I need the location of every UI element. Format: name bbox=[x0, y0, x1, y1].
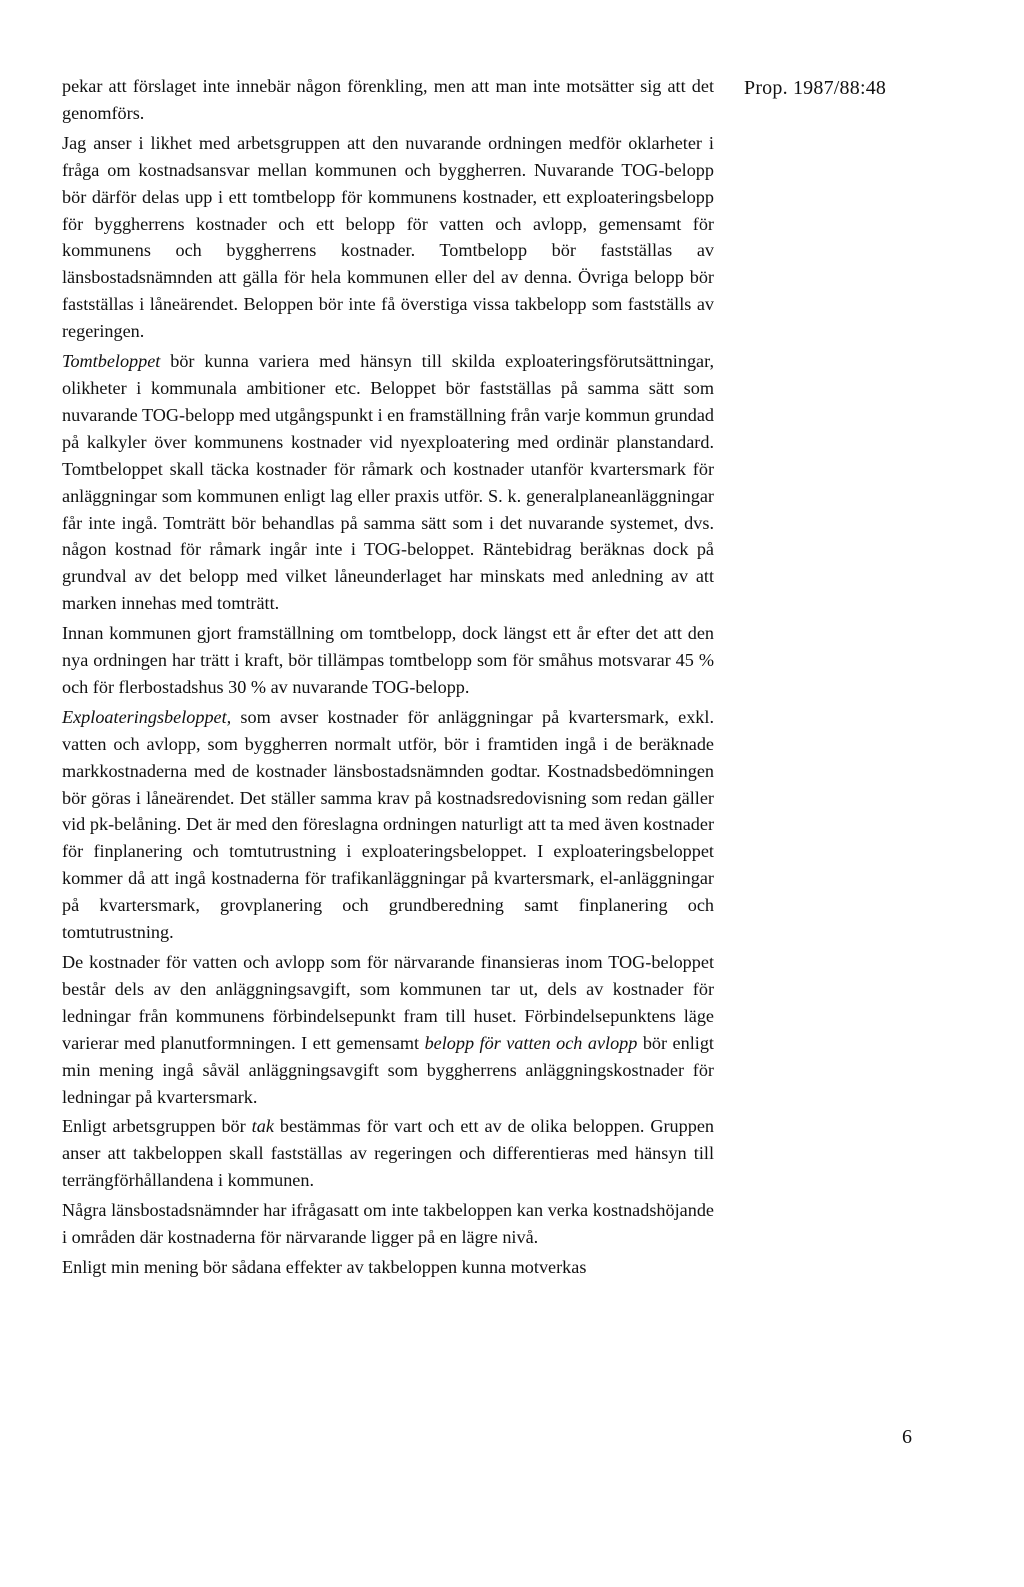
paragraph-vatten-avlopp bbox=[62, 949, 714, 1110]
paragraph-lead-term: Exploateringsbeloppet, bbox=[62, 706, 232, 727]
paragraph-text: pekar att förslaget inte innebär någon förenkling, men att man inte motsätter sig att det genomförs. bbox=[62, 76, 714, 123]
paragraph-text: bestämmas för vart och ett av de olika beloppen. Gruppen anser att takbeloppen skall fastställas av regeringen och differentieras med hänsyn till terrängförhållandena i kommunen. bbox=[62, 1116, 714, 1191]
paragraph-tak bbox=[62, 1113, 714, 1194]
paragraph-text: bör kunna variera med hänsyn till skilda exploateringsförutsättningar, olikheter i kommunala ambitioner etc. Beloppet bör fastställas på samma sätt som nuvarande TOG-belopp med utgångspunkt i en framställning från varje kommun grundad på kalkyler över kommunens kostnader vid nyexploatering med ordinär planstandard. Tomtbeloppet skall täcka kostnader för råmark och kostnader utanför kvartersmark för anläggningar som kommunen enligt lag eller praxis utför. S. k. generalplaneanläggningar får inte ingå. Tomträtt bör behandlas på samma sätt som i det nuvarande systemet, dvs. någon kostnad för råmark ingår inte i TOG-beloppet. Räntebidrag beräknas dock på grundval av det belopp med vilket låneunderlaget har minskats med anledning av att marken innehas med tomträtt. bbox=[62, 351, 714, 614]
paragraph-text: bör enligt min mening ingå såväl anläggningsavgift som byggherrens anläggningskostnader för ledningar på kvartersmark. bbox=[62, 1032, 714, 1107]
page-number: 6 bbox=[902, 1426, 912, 1448]
paragraph-lead-term: Tomtbeloppet bbox=[62, 351, 161, 372]
paragraph-text: som avser kostnader för anläggningar på kvartersmark, exkl. vatten och avlopp, som byggherren normalt utför, bör i framtiden ingå i de beräknade markkostnaderna med de kostnader länsbostadsnämnden godtar. Kostnadsbedömningen bör göras i låneärendet. Det ställer samma krav på kostnadsredovisning som redan gäller vid pk-belåning. Det är med den föreslagna ordningen naturligt att ta med även kostnader för finplanering och tomtutrustning i exploateringsbeloppet. I exploateringsbeloppet kommer då att ingå kostnaderna för trafikanläggningar på kvartersmark, el-anläggningar på kvartersmark, grovplanering och grundberedning samt finplanering och tomtutrustning. bbox=[62, 706, 714, 943]
paragraph-text: Några länsbostadsnämnder har ifrågasatt om inte takbeloppen kan verka kostnadshöjande i områden där kostnaderna för närvarande ligger på en lägre nivå. bbox=[62, 1200, 714, 1248]
paragraph-exploateringsbeloppet bbox=[62, 704, 714, 946]
paragraph-tomtbeloppet bbox=[62, 348, 714, 617]
paragraph-text: Jag anser i likhet med arbetsgruppen att den nuvarande ordningen medför oklarheter i fråga om kostnadsansvar mellan kommunen och byggherren. Nuvarande TOG-belopp bör därför delas upp i ett tomtbelopp för kommunens kostnader, ett exploateringsbelopp för byggherrens kostnader och ett belopp för vatten och avlopp, gemensamt för kommunens och byggherrens kostnader. Tomtbelopp bör fastställas av länsbostadsnämnden att gälla för hela kommunen eller del av denna. Övriga belopp bör fastställas i låneärendet. Beloppen bör inte få överstiga vissa takbelopp som fastställs av regeringen. bbox=[62, 132, 714, 342]
paragraph-lansbostadsnamnder bbox=[62, 1197, 714, 1251]
paragraph-emphasis: tak bbox=[251, 1116, 274, 1137]
paragraph-text: De kostnader för vatten och avlopp som för närvarande finansieras inom TOG-beloppet består dels av den anläggningsavgift, som kommunen tar ut, dels av kostnader för ledningar från kommunens förbindelsepunkt fram till huset. Förbindelsepunktens läge varierar med planutformningen. I ett gemensamt bbox=[62, 952, 714, 1053]
paragraph-continuation bbox=[62, 73, 714, 127]
paragraph-text: Enligt min mening bör sådana effekter av takbeloppen kunna motverkas bbox=[62, 1256, 587, 1277]
document-reference: Prop. 1987/88:48 bbox=[744, 77, 887, 99]
paragraph-text: Innan kommunen gjort framställning om tomtbelopp, dock längst ett år efter det att den nya ordningen har trätt i kraft, bör tillämpas tomtbelopp som för småhus motsvarar 45 % och för flerbostadshus 30 % av nuvarande TOG-belopp. bbox=[62, 623, 714, 697]
paragraph-emphasis: belopp för vatten och avlopp bbox=[424, 1032, 638, 1053]
paragraph-interim-tomtbelopp bbox=[62, 620, 714, 701]
paragraph-text: Enligt arbetsgruppen bör bbox=[62, 1116, 252, 1137]
document-body bbox=[62, 73, 714, 1284]
paragraph-kostnadsansvar bbox=[62, 130, 714, 345]
paragraph-motverkas bbox=[62, 1254, 714, 1281]
